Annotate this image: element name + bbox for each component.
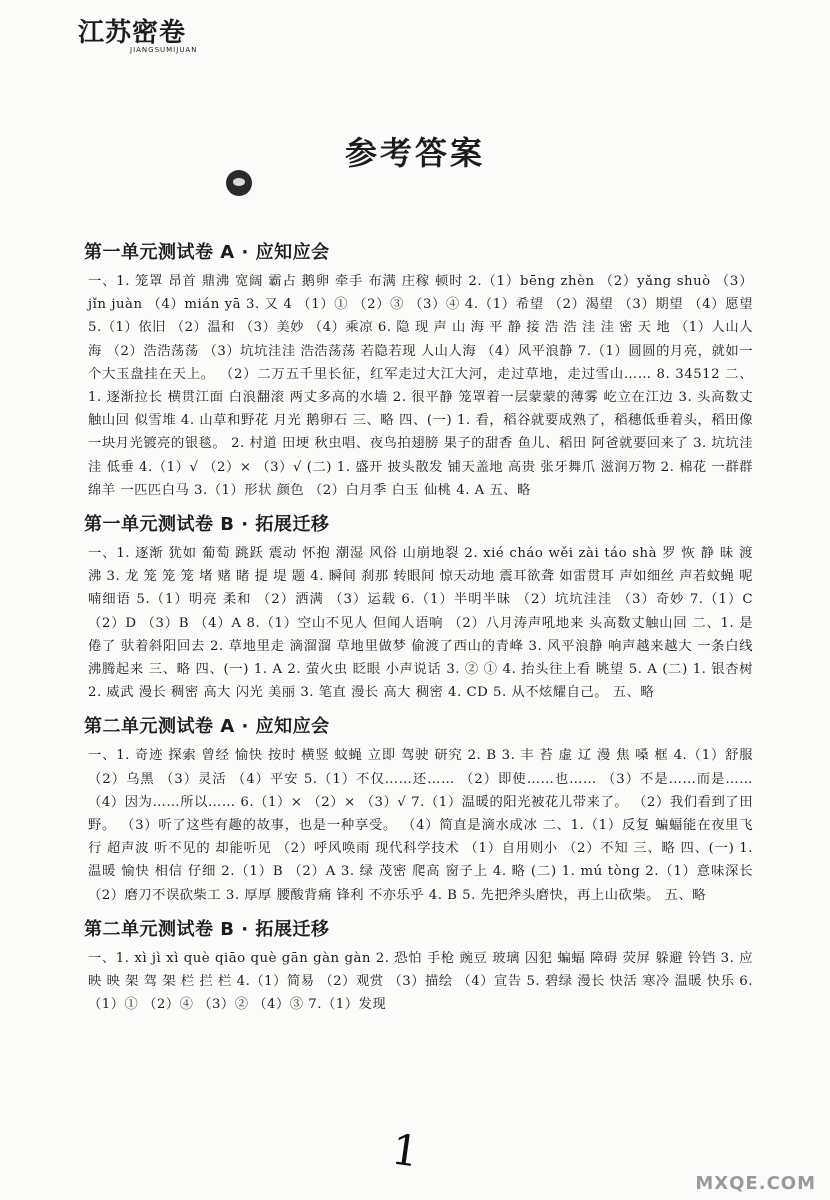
section-text: 一、1. 笼罩 昂首 鼎沸 宽阔 霸占 鹅卵 牵手 布满 庄稼 顿时 2.（1）bēng zhèn （2）yǎng shuò （3）jǐn juàn （4）mián yā 3. 又 4 （1）① （2）③ （3）④ 4.（1）希望 （2）渴望 （3）期望 （4）愿望 5.（1）依旧 （2）温和 （3）美妙 （4）乘凉 6. 隐 现 声 山 海 平 静 接 浩 浩 洼 洼 密 天 地 （1）人山人海 （2）浩浩荡荡 （3）坑坑洼洼 浩浩荡荡 若隐若现 人山人海 （4）风平浪静 7.（1）圆圆的月亮，就如一个大玉盘挂在天上。 （2）二万五千里长征，红军走过大江大河，走过草地，走过雪山…… 8. 34512 二、1. 逐渐拉长 横贯江面 白浪翻滚 两丈多高的水墙 2. 很平静 笼罩着一层蒙蒙的薄雾 屹立在江边 3. 头高数丈触山回 似雪堆 4. 山草和野花 月光 鹅卵石 三、略 四、(一) 1. 看，稻谷就要成熟了，稻穗低垂着头，稻田像一块月光镀亮的银毯。 2. 村道 田埂 秋虫唱、夜鸟拍翅膀 果子的甜香 鱼儿、稻田 阿爸就要回来了 3. 坑坑洼洼 低垂 4.（1）√ （2）× （3）√ (二) 1. 盛开 披头散发 铺天盖地 高贵 张牙舞爪 滋润万物 2. 棉花 一群群绵羊 一匹匹白马 3.（1）形状 颜色 （2）白月季 白玉 仙桃 4. A 五、略 (88, 274, 753, 498)
watermark-logo (696, 1124, 826, 1194)
brand-logo (78, 18, 197, 54)
page-title: 参考答案 (344, 134, 485, 172)
section-title: 第一单元测试卷 A · 应知应会 (84, 242, 330, 263)
section-text: 一、1. 奇迹 探索 曾经 愉快 按时 横竖 蚊蝇 立即 驾驶 研究 2. B 3. 丰 苔 虚 辽 漫 焦 嗓 框 4.（1）舒服 （2）乌黑 （3）灵活 （4）平安 5.（1）不仅……还…… （2）即使……也…… （3）不是……而是…… （4）因为……所以…… 6.（1）× （2）× （3）√ 7.（1）温暖的阳光被花儿带来了。 （2）我们看到了田野。 （3）听了这些有趣的故事，也是一种享受。 （4）简直是滴水成冰 二、1.（1）反复 蝙蝠能在夜里飞行 超声波 听不见的 却能听见 （2）呼风唤雨 现代科学技术 （1）自用则小 （2）不知 三、略 四、(一) 1. 温暖 愉快 相信 仔细 2.（1）B （2）A 3. 绿 茂密 爬高 窗子上 4. 略 (二) 1. mú tòng 2.（1）意味深长 （2）磨刀不误砍柴工 3. 厚厚 腰酸背痛 锋利 不亦乐乎 4. B 5. 先把斧头磨快，再上山砍柴。 五、略 (88, 748, 753, 903)
watermark-text: MXQE.COM (695, 1173, 816, 1194)
page-number: 1 (388, 1124, 423, 1177)
answer-content (84, 232, 753, 1024)
section-title: 第二单元测试卷 A · 应知应会 (84, 716, 330, 738)
seal-icon (226, 170, 252, 196)
section-title: 第二单元测试卷 B · 拓展迁移 (84, 918, 330, 940)
section-title: 第一单元测试卷 B · 拓展迁移 (84, 514, 330, 536)
section-text: 一、1. 逐渐 犹如 葡萄 跳跃 震动 怀抱 潮湿 风俗 山崩地裂 2. xié cháo wěi zài táo shà 罗 恢 静 昧 渡 沸 3. 龙 笼 笼 笼 堵 赌 睹 提 堤 题 4. 瞬间 刹那 转眼间 惊天动地 震耳欲聋 如雷贯耳 声如细丝 声若蚊蝇 呢喃细语 5.（1）明亮 柔和 （2）洒满 （3）运载 6.（1）半明半昧 （2）坑坑洼洼 （3）奇妙 7.（1）C （2）D （3）B （4）A 8.（1）空山不见人 但闻人语响 （2）八月涛声吼地来 头高数丈触山回 二、1. 是倦了 驮着斜阳回去 2. 草地里走 滴溜溜 草地里做梦 偷渡了西山的青峰 3. 风平浪静 响声越来越大 一条白线 沸腾起来 三、略 四、(一) 1. A 2. 萤火虫 眨眼 小声说话 3. ② ① 4. 抬头往上看 眺望 5. A (二) 1. 银杏树 2. 威武 漫长 稠密 高大 闪光 美丽 3. 笔直 漫长 高大 稠密 4. CD 5. 从不炫耀自己。 五、略 (88, 546, 753, 701)
section-text: 一、1. xì jì xì què qiāo què gān gàn gàn 2. 恐怕 手枪 豌豆 玻璃 囚犯 蝙蝠 障碍 荧屏 躲避 铃铛 3. 应 映 映 架 驾 架 栏 拦 栏 4.（1）简易 （2）观赏 （3）描绘 （4）宣告 5. 碧绿 漫长 快活 寒冷 温暖 快乐 6.（1）① （2）④ （3）② （4）③ 7.（1）发现 (88, 950, 753, 1013)
brand-subtitle: JIANGSUMIJUAN (130, 46, 198, 54)
brand-title: 江苏密卷 (78, 18, 187, 48)
